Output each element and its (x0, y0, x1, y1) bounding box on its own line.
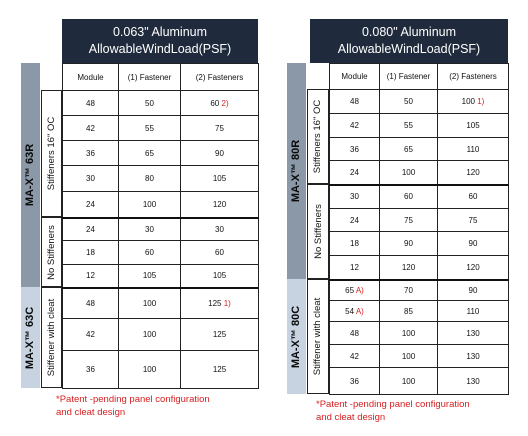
left-header (62, 19, 258, 63)
column-header: (1) Fastener (119, 64, 181, 91)
table-header-row (330, 64, 509, 90)
table-row: 48 100 125 1) (63, 288, 259, 319)
right-patent-note: *Patent -pending panel configuration and cleat design (316, 399, 470, 423)
table-row: 18 90 90 (330, 232, 509, 256)
table-row: 42 55 105 (330, 114, 509, 138)
right-header-line2: AllowableWindLoad(PSF) (337, 42, 481, 56)
table-row: 12 120 120 (330, 256, 509, 280)
table-row: 48 100 130 (330, 322, 509, 345)
product-label-80c: MA-X™ 80C (287, 279, 307, 394)
group-label-stiffeners: Stiffeners 16" OC (307, 89, 329, 184)
table-row: 12 105 105 (63, 265, 259, 288)
table-row: 42 100 130 (330, 345, 509, 368)
column-header: Module (63, 64, 119, 91)
table-row: 65 A) 70 90 (330, 280, 509, 301)
table-row: 24 100 120 (63, 192, 259, 218)
group-label-cleat: Stiffener with cleat (307, 279, 329, 394)
column-header: (2) Fasteners (438, 64, 509, 90)
group-label-stiffeners: Stiffeners 16" OC (41, 90, 62, 217)
left-load-table (62, 63, 259, 389)
footnote-marker: A) (355, 306, 364, 316)
table-row: 36 100 130 (330, 368, 509, 395)
table-row: 42 55 75 (63, 116, 259, 141)
table-row: 48 50 100 1) (330, 90, 509, 114)
right-load-table (329, 63, 509, 395)
table-row: 36 65 90 (63, 141, 259, 166)
product-label-63r: MA-X™ 63R (21, 63, 41, 287)
table-row: 30 80 105 (63, 166, 259, 192)
footnote-marker: A) (355, 285, 364, 295)
table-row: 24 100 120 (330, 161, 509, 185)
product-label-63c: MA-X™ 63C (21, 287, 41, 388)
table-row: 30 60 60 (330, 185, 509, 209)
table-row: 36 100 125 (63, 351, 259, 389)
group-label-no-stiffeners: No Stiffeners (41, 217, 62, 287)
footnote-marker: 1) (223, 298, 231, 308)
table-row: 54 A) 85 110 (330, 301, 509, 322)
footnote-marker: 2) (221, 98, 229, 108)
table-row: 36 65 110 (330, 138, 509, 161)
column-header: Module (330, 64, 380, 90)
table-row: 48 50 60 2) (63, 91, 259, 116)
group-label-cleat: Stiffener with cleat (41, 287, 62, 388)
left-header-line2: AllowableWindLoad(PSF) (88, 42, 232, 56)
table-row: 24 75 75 (330, 209, 509, 232)
table-header-row (63, 64, 259, 91)
table-row: 18 60 60 (63, 241, 259, 265)
column-header: (1) Fastener (380, 64, 438, 90)
group-label-no-stiffeners: No Stiffeners (307, 184, 329, 279)
left-header-line1: 0.063" Aluminum (112, 25, 208, 39)
right-header-line1: 0.080" Aluminum (361, 25, 457, 39)
footnote-marker: 1) (477, 97, 485, 106)
table-row: 24 30 30 (63, 218, 259, 241)
product-label-80r: MA-X™ 80R (287, 63, 307, 279)
table-row: 42 100 125 (63, 319, 259, 351)
left-patent-note: *Patent -pending panel configuration and cleat design (56, 394, 210, 418)
right-header (310, 19, 508, 63)
column-header: (2) Fasteners (181, 64, 259, 91)
